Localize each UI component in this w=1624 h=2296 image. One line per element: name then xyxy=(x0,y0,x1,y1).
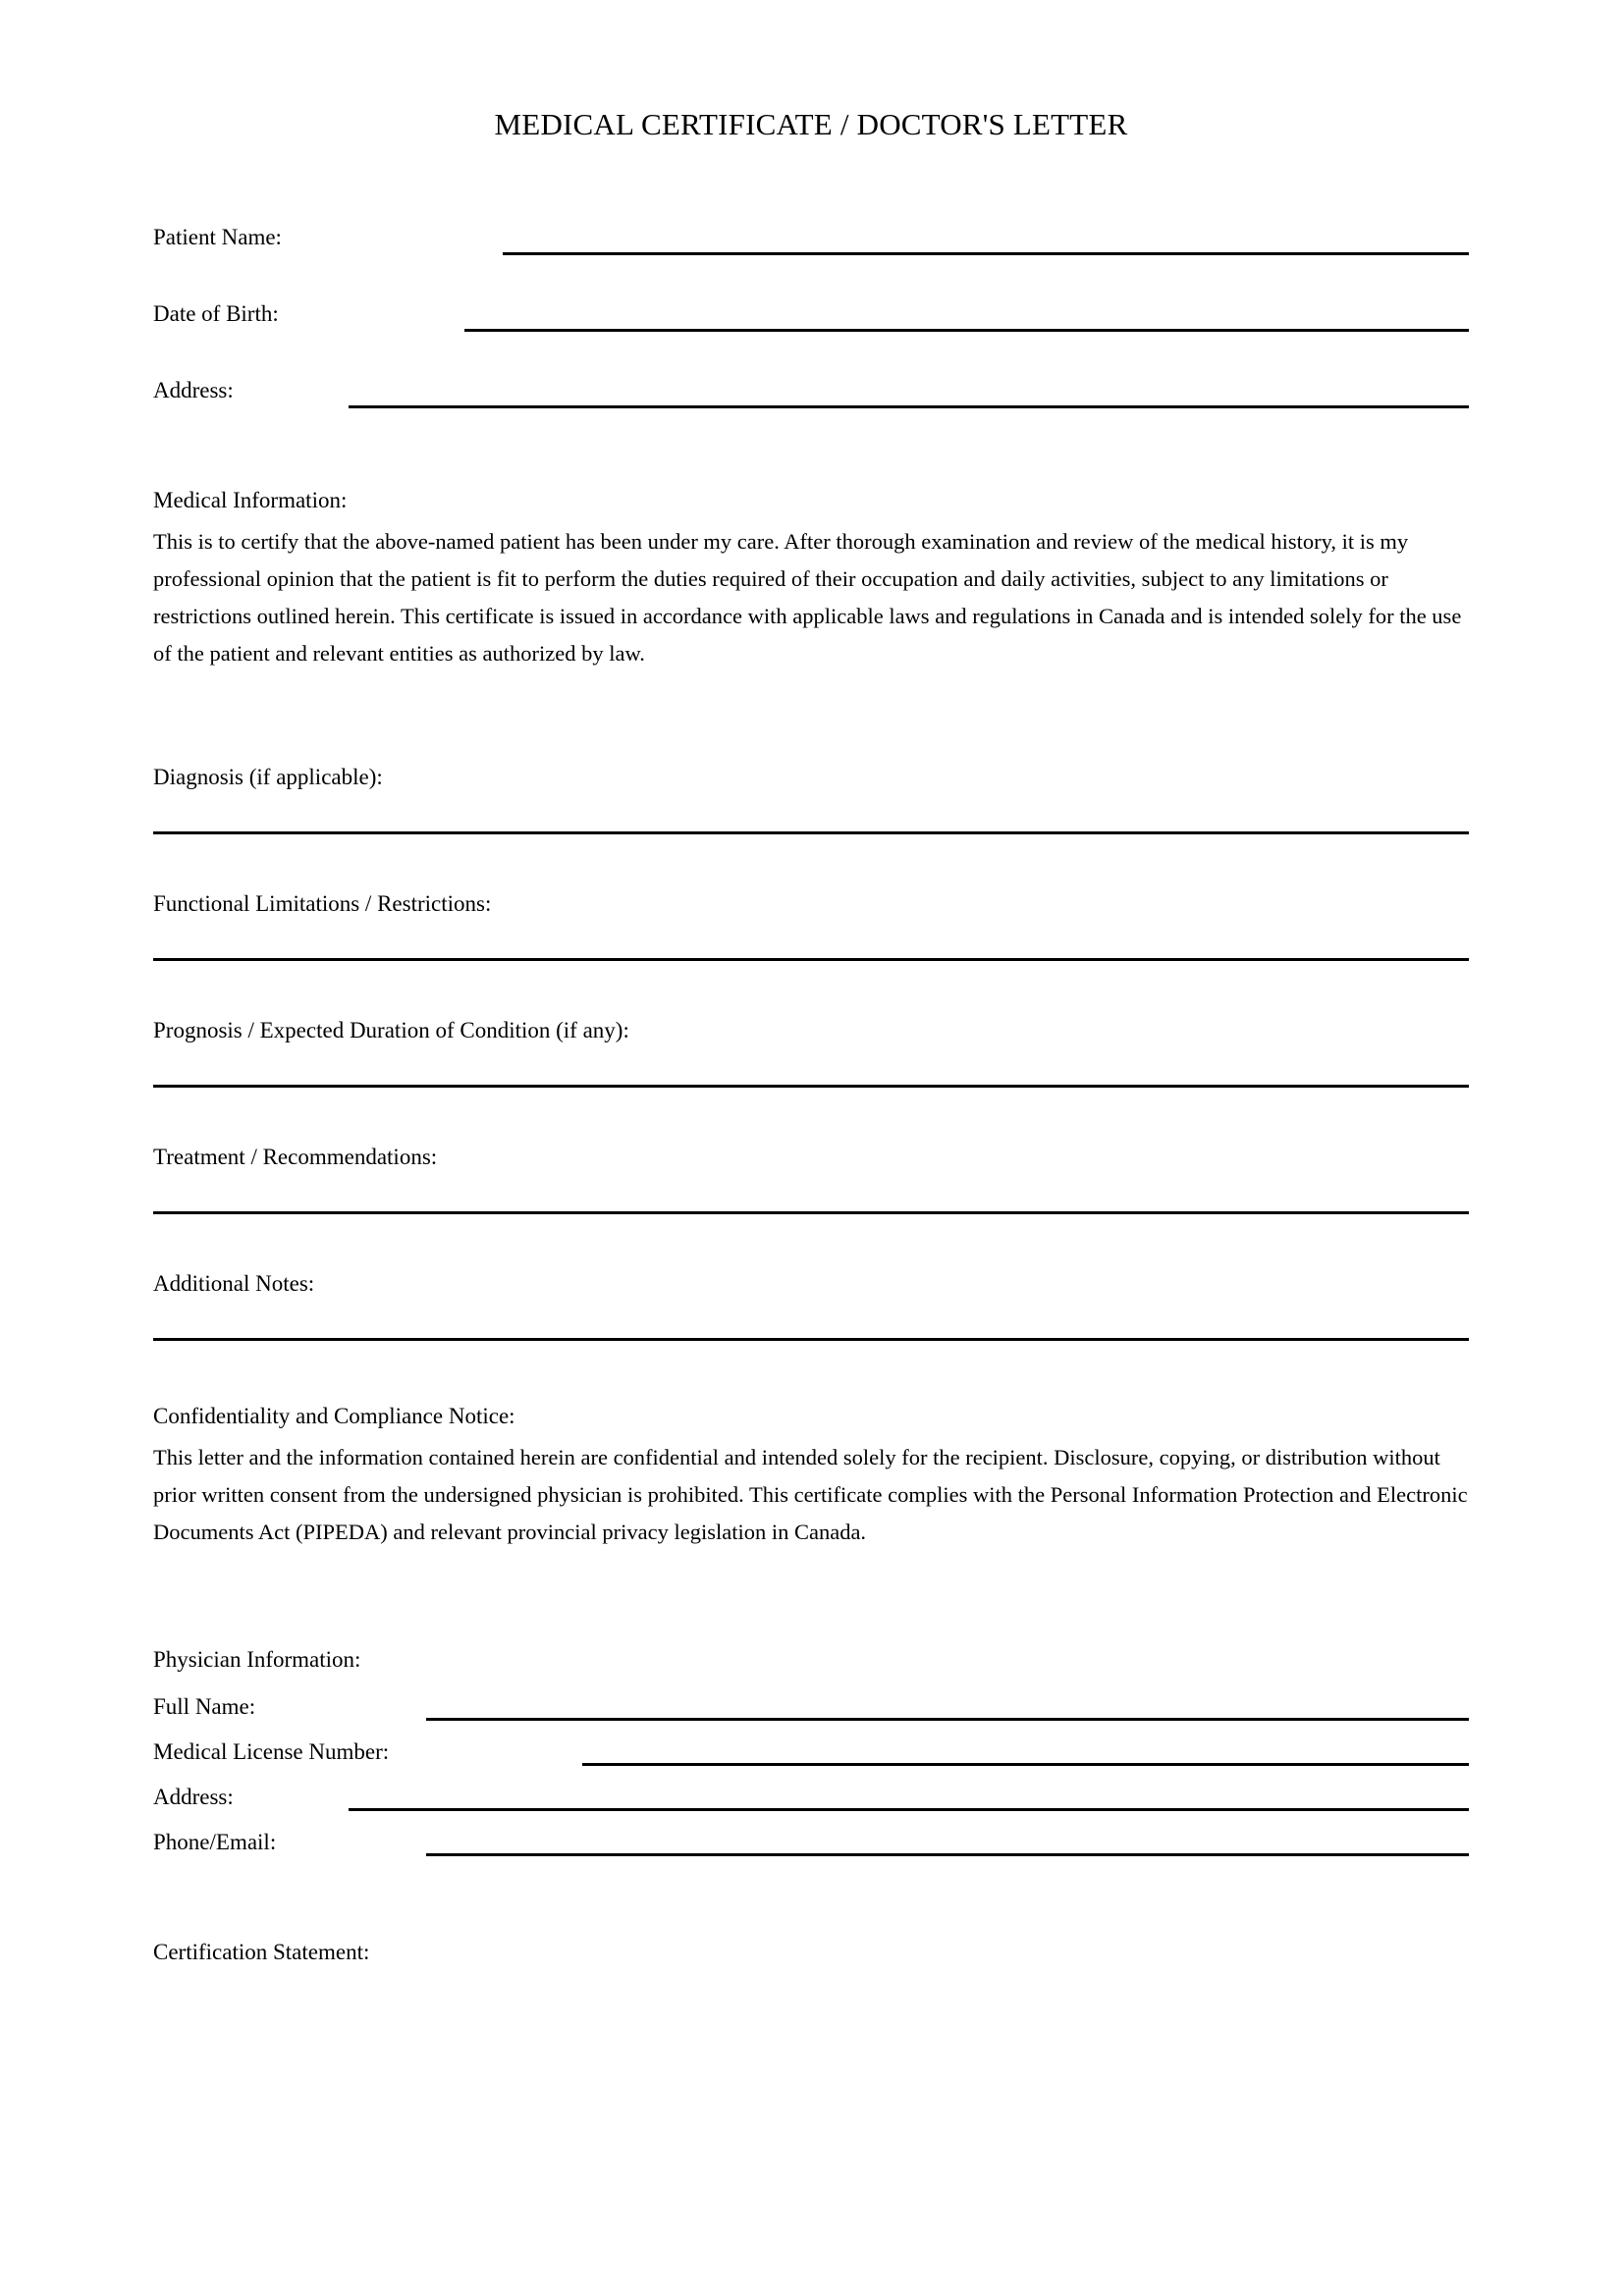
blank-field-prognosis xyxy=(153,1016,1469,1088)
field-row-physician-full-name xyxy=(153,1692,1469,1737)
certification-statement-heading: Certification Statement: xyxy=(153,1940,370,1965)
spacer xyxy=(153,919,1469,958)
medical-information-heading: Medical Information: xyxy=(153,488,348,513)
spacer xyxy=(153,1088,1469,1143)
spacer xyxy=(153,1873,1469,1938)
physician-phone-email-label: Phone/Email: xyxy=(153,1830,277,1855)
patient-address-input[interactable] xyxy=(349,405,1469,408)
spacer xyxy=(153,961,1469,1016)
spacer xyxy=(153,1299,1469,1338)
spacer xyxy=(153,1341,1469,1402)
spacer xyxy=(153,1172,1469,1211)
certification-section xyxy=(153,1938,1469,1967)
page-title: MEDICAL CERTIFICATE / DOCTOR'S LETTER xyxy=(494,107,1128,141)
field-row-date-of-birth xyxy=(153,299,1469,376)
spacer xyxy=(153,142,1469,223)
date-of-birth-label: Date of Birth: xyxy=(153,301,279,327)
spacer xyxy=(153,672,1469,763)
functional-limitations-label: Functional Limitations / Restrictions: xyxy=(153,891,492,917)
spacer xyxy=(153,792,1469,831)
confidentiality-heading: Confidentiality and Compliance Notice: xyxy=(153,1404,515,1429)
field-row-patient-name xyxy=(153,223,1469,299)
field-row-physician-license xyxy=(153,1737,1469,1783)
medical-information-section xyxy=(153,486,1469,672)
document-content xyxy=(153,0,1469,1967)
physician-information-section xyxy=(153,1645,1469,1873)
spacer xyxy=(153,1675,1469,1692)
blank-field-additional-notes xyxy=(153,1269,1469,1341)
confidentiality-body: This letter and the information contained herein are confidential and intended solely for the recipient. Disclosure, copying, or distribution without prior written consent from the undersigned physician is prohibited. This certificate complies with the Personal Information Protection and Electronic Documents Act (PIPEDA) and relevant provincial privacy legislation in Canada. xyxy=(153,1445,1468,1545)
physician-information-heading: Physician Information: xyxy=(153,1647,361,1673)
physician-address-label: Address: xyxy=(153,1785,234,1810)
spacer xyxy=(153,1431,1469,1439)
treatment-label: Treatment / Recommendations: xyxy=(153,1145,438,1170)
field-row-physician-address xyxy=(153,1783,1469,1828)
field-row-physician-phone-email xyxy=(153,1828,1469,1873)
patient-name-input[interactable] xyxy=(503,252,1469,255)
date-of-birth-input[interactable] xyxy=(464,329,1469,332)
spacer xyxy=(153,1551,1469,1645)
spacer xyxy=(153,1045,1469,1085)
spacer xyxy=(153,1214,1469,1269)
medical-information-body: This is to certify that the above-named patient has been under my care. After thorough examination and review of the medical history, it is my professional opinion that the patient is fit to perform the duties required of their occupation and daily activities, subject to any limitations or restrictions outlined herein. This certificate is issued in accordance with applicable laws and regulations in Canada and is intended solely for the use of the patient and relevant entities as authorized by law. xyxy=(153,529,1462,667)
confidentiality-section xyxy=(153,1402,1469,1551)
blank-field-diagnosis xyxy=(153,763,1469,834)
patient-address-label: Address: xyxy=(153,378,234,403)
physician-license-label: Medical License Number: xyxy=(153,1739,390,1765)
patient-name-label: Patient Name: xyxy=(153,225,282,250)
spacer xyxy=(153,453,1469,486)
physician-phone-email-input[interactable] xyxy=(426,1853,1469,1856)
diagnosis-label: Diagnosis (if applicable): xyxy=(153,765,383,790)
field-row-patient-address xyxy=(153,376,1469,453)
spacer xyxy=(153,834,1469,889)
physician-license-input[interactable] xyxy=(582,1763,1469,1766)
patient-fields-group xyxy=(153,223,1469,453)
prognosis-label: Prognosis / Expected Duration of Condition (if any): xyxy=(153,1018,629,1043)
blank-field-functional-limitations xyxy=(153,889,1469,961)
blank-field-treatment xyxy=(153,1143,1469,1214)
physician-address-input[interactable] xyxy=(349,1808,1469,1811)
physician-full-name-input[interactable] xyxy=(426,1718,1469,1721)
spacer xyxy=(153,515,1469,523)
physician-full-name-label: Full Name: xyxy=(153,1694,256,1720)
additional-notes-label: Additional Notes: xyxy=(153,1271,315,1297)
